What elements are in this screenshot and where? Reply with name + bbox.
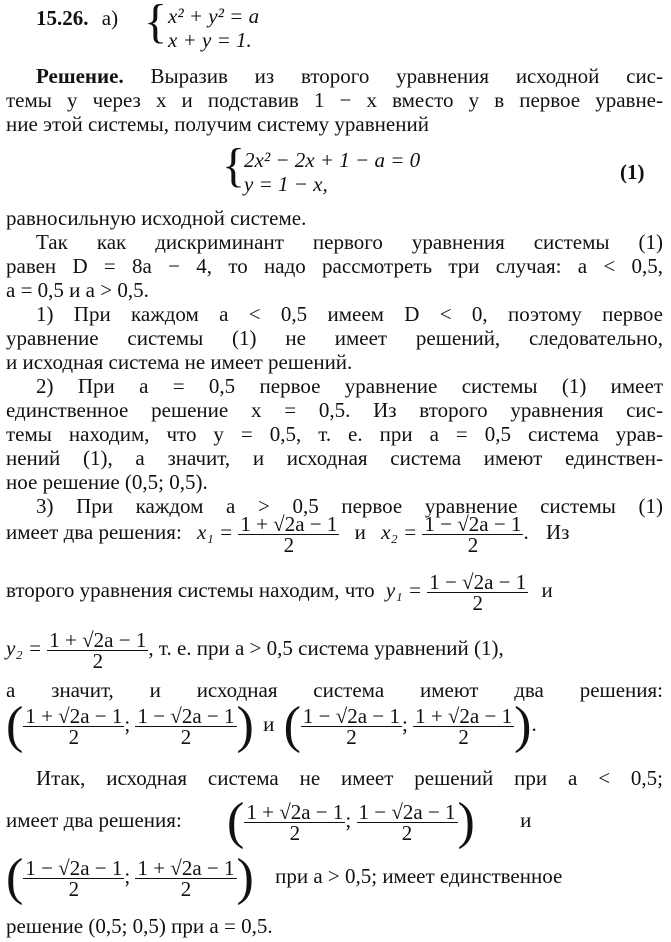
problem-number: 15.26. — [36, 6, 89, 30]
summary-line-2: имеет два решения: ( $\frac{1 + √2a - 1}{2}$ ; $\frac{1 - √2a - 1}{2}$ ) и — [6, 793, 532, 851]
p2-line-3: a = 0,5 и a > 0,5. — [6, 278, 149, 302]
solution-line-2: темы y через x и подставив 1 − x вместо y в первое уравне- — [6, 88, 663, 112]
fraction-x1: $\frac{1 + √2a - 1}{2}$ — [240, 511, 338, 557]
case2-line-4: нений (1), а значит, и исходная система имеют единствен- — [6, 446, 663, 470]
fraction-y1: $\frac{1 - √2a - 1}{2}$ — [429, 569, 527, 615]
case3-line-1: 3) При каждом a > 0,5 первое уравнение системы (1) — [36, 494, 663, 518]
system-eq2: x + y = 1. — [168, 28, 252, 52]
system-eq1: x² + y² = a — [168, 4, 260, 28]
system1-eq1: 2x² − 2x + 1 − a = 0 — [244, 148, 421, 172]
case1-line-3: и исходная система не имеет решений. — [6, 350, 353, 374]
equiv-line: равносильную исходной системе. — [6, 206, 307, 230]
case2-line-5: ное решение (0,5; 0,5). — [6, 470, 208, 494]
case2-line-1: 2) При a = 0,5 первое уравнение системы (1) имеет — [36, 374, 663, 398]
system1-eq2: y = 1 − x, — [244, 172, 328, 196]
solution-line-1: Решение. Выразив из второго уравнения исходной сис- — [36, 64, 663, 88]
case3-line-4: y₂ = $\frac{1 + √2a - 1}{2}$ , т. е. при a > 0,5 система уравнений (1), — [6, 627, 504, 673]
system1-brace: { — [222, 139, 246, 192]
solution-heading: Решение. — [36, 64, 124, 88]
p2-line-2: равен D = 8a − 4, то надо рассмотреть три случая: a < 0,5, — [6, 254, 663, 278]
case3-line-2: имеет два решения: x₁ = $\frac{1 + √2a - 1}{2}$ и x₂ = $\frac{1 - √2a - 1}{2}$ . Из — [6, 511, 570, 557]
p2-line-1: Так как дискриминант первого уравнения системы (1) — [36, 230, 663, 254]
summary-line-1: Итак, исходная система не имеет решений при a < 0,5; — [36, 766, 663, 790]
case3-line-3: второго уравнения системы находим, что y₁ = $\frac{1 - √2a - 1}{2}$ и — [6, 569, 553, 615]
solution-line-3: ние этой системы, получим систему уравнений — [6, 112, 429, 136]
case3-line-5: а значит, и исходная система имеют два решения: — [6, 678, 663, 702]
system-brace: { — [144, 0, 168, 48]
fraction-y2: $\frac{1 + √2a - 1}{2}$ — [49, 627, 147, 673]
case1-line-1: 1) При каждом a < 0,5 имеем D < 0, поэтому первое — [36, 302, 663, 326]
case1-line-2: уравнение системы (1) не имеет решений, следовательно, — [6, 326, 663, 350]
summary-line-3: ( $\frac{1 - √2a - 1}{2}$ ; $\frac{1 + √2a - 1}{2}$ ) при a > 0,5; имеет единственное — [6, 849, 563, 907]
case2-line-2: единственное решение x = 0,5. Из второго уравнения сис- — [6, 398, 663, 422]
system1-label: (1) — [620, 160, 645, 184]
case2-line-3: темы находим, что y = 0,5, т. е. при a = 0,5 система урав- — [6, 422, 663, 446]
case3-solutions: ( $\frac{1 + √2a - 1}{2}$ ; $\frac{1 - √2a - 1}{2}$ ) и ( $\frac{1 - √2a - 1}{2}$ ; $\frac{1 + √2a - 1}{2}$ ). — [6, 697, 537, 755]
fraction-x2: $\frac{1 - √2a - 1}{2}$ — [424, 511, 522, 557]
summary-line-4: решение (0,5; 0,5) при a = 0,5. — [6, 914, 273, 938]
problem-part: а) — [101, 6, 119, 30]
